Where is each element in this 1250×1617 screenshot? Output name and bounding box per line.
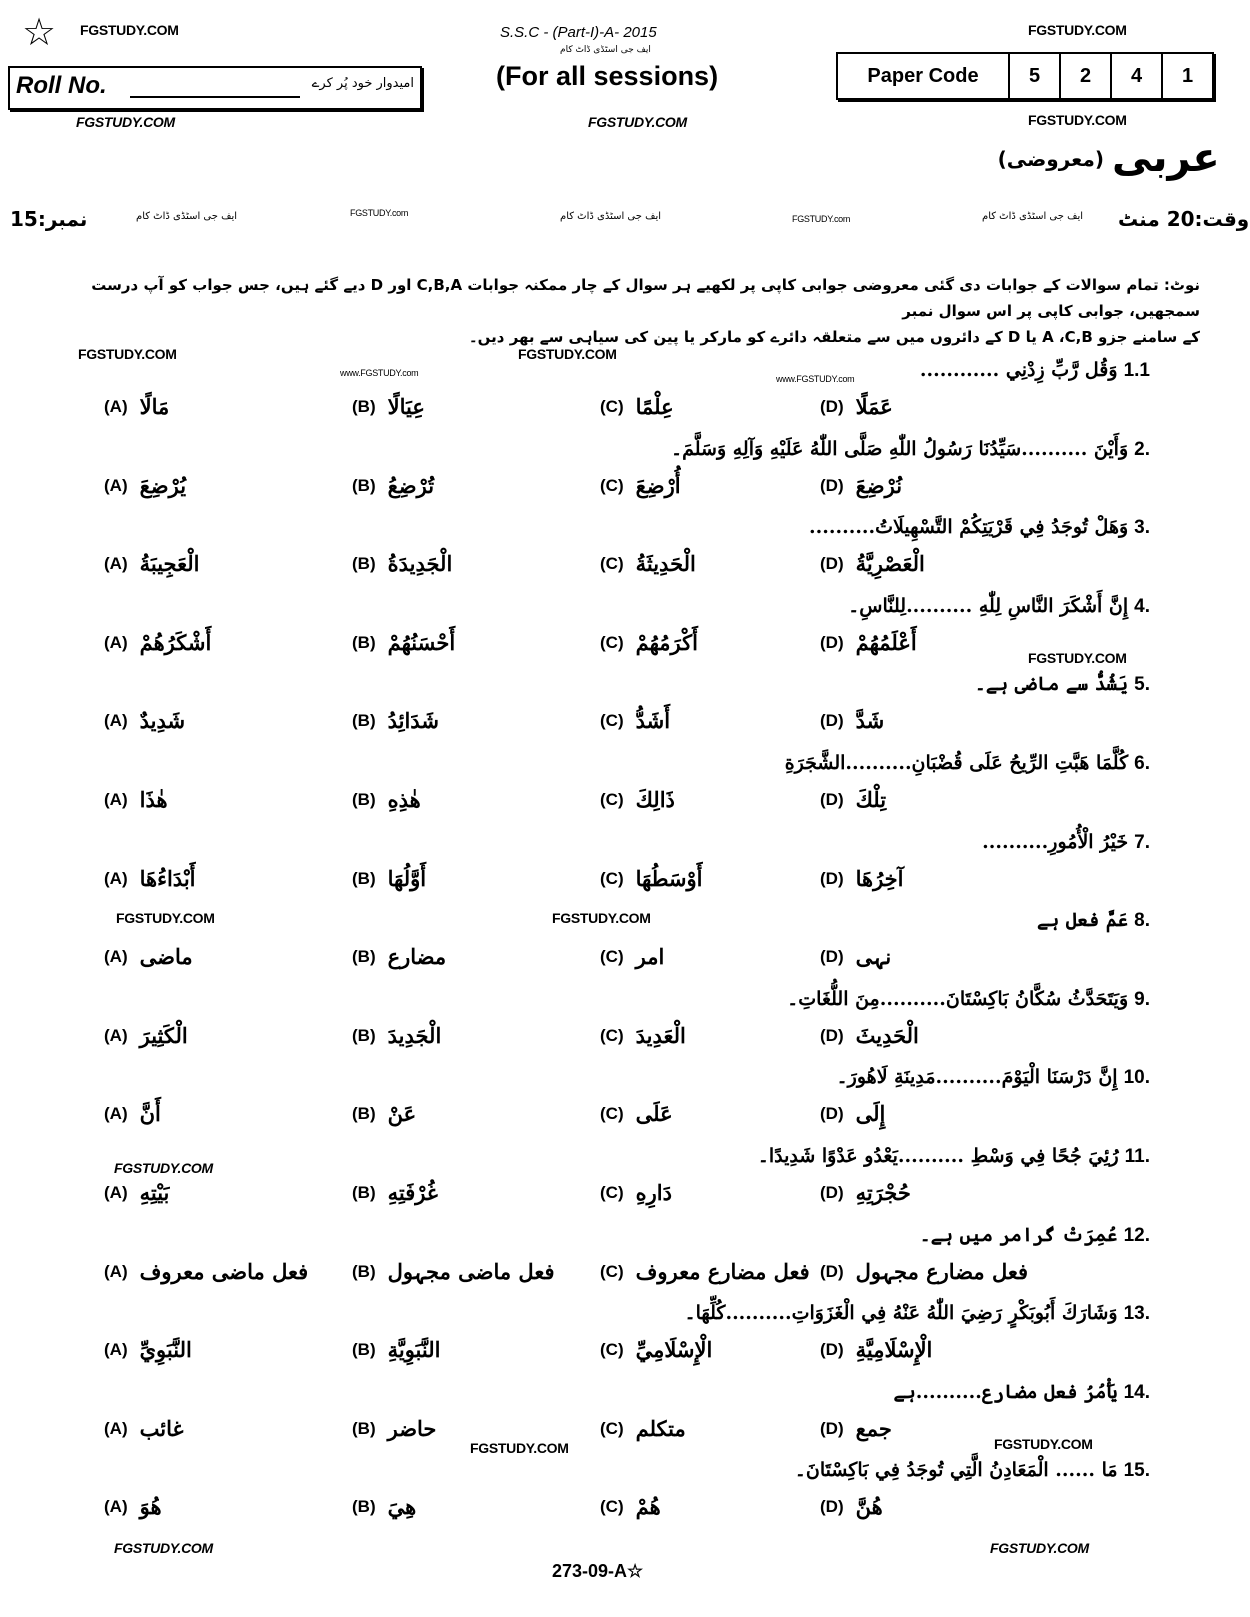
question-number: 14. xyxy=(1123,1381,1150,1403)
option-label: (B) xyxy=(352,1418,376,1438)
option-text: الْكَثِيرَ xyxy=(139,1022,188,1048)
option-label: (C) xyxy=(600,790,624,809)
option-b[interactable] xyxy=(352,785,421,815)
question-text xyxy=(848,592,1150,621)
option-d[interactable] xyxy=(820,1099,885,1129)
roll-number-field[interactable] xyxy=(130,96,300,98)
option-b[interactable] xyxy=(352,1021,441,1051)
option-text: أَوْسَطُهَا xyxy=(635,865,703,891)
option-label: (D) xyxy=(820,1025,844,1045)
option-label: (A) xyxy=(104,868,128,888)
option-d[interactable] xyxy=(820,392,893,422)
total-marks: نمبر:15 xyxy=(10,207,88,231)
footer-paper-code: 273-09-A☆ xyxy=(552,1561,644,1581)
option-d[interactable] xyxy=(820,1178,911,1208)
question-stem: يَأْمُرُ فعل مضارع..........ہے xyxy=(893,1380,1118,1403)
option-a[interactable] xyxy=(104,628,211,658)
option-label: (A) xyxy=(104,711,128,731)
paper-code-digit: 2 xyxy=(1059,54,1110,98)
question-stem: إِنَّ دَرْسَنَا الْيَوْمَ..........مَدِينَةِ لَاهُورَ۔ xyxy=(836,1066,1118,1089)
urdu-watermark: ایف جی اسٹڈی ڈاٹ کام xyxy=(560,211,662,222)
question-stem: وَيَتَحَدَّثُ سُكَّانُ بَاكِسْتَانَ..........مِنَ اللُّغَاتِ۔ xyxy=(787,987,1129,1010)
option-text: فعل مضارع مجہول xyxy=(855,1258,1029,1284)
site-watermark: FGSTUDY.COM xyxy=(76,114,175,130)
option-c[interactable] xyxy=(600,1099,673,1129)
option-text: أَوَّلُهَا xyxy=(387,865,427,891)
option-text: أَشَدُّ xyxy=(635,708,671,734)
site-watermark: FGSTUDY.COM xyxy=(994,1436,1093,1452)
option-label: (D) xyxy=(820,947,844,967)
option-label: (C) xyxy=(600,632,624,652)
option-text: فعل ماضی مجہول xyxy=(387,1258,555,1284)
option-label: (B) xyxy=(352,790,376,809)
option-b[interactable] xyxy=(352,628,455,658)
option-d[interactable] xyxy=(820,471,902,501)
paper-code-digit: 5 xyxy=(1008,54,1059,98)
option-text: أَشْكَرُهُمْ xyxy=(139,629,212,655)
option-label: (C) xyxy=(600,947,624,967)
question-number: 15. xyxy=(1123,1460,1150,1482)
option-text: الْجَدِيدَ xyxy=(387,1022,442,1048)
subject-title: عربی xyxy=(1112,135,1220,181)
option-d[interactable] xyxy=(820,1021,919,1051)
option-text: أَعْلَمُهُمْ xyxy=(855,629,917,655)
option-c[interactable] xyxy=(600,1178,672,1208)
option-a[interactable] xyxy=(104,942,193,972)
roll-number-box xyxy=(8,66,422,110)
option-b[interactable] xyxy=(352,942,446,972)
option-text: أَنَّ xyxy=(139,1101,161,1127)
option-text: هٰذَا xyxy=(139,787,168,812)
option-text: هٰذِهِ xyxy=(387,787,421,812)
site-watermark: FGSTUDY.COM xyxy=(518,346,617,362)
question-text xyxy=(684,1299,1150,1328)
option-label: (B) xyxy=(352,947,376,967)
option-text: مَالًا xyxy=(139,394,170,419)
option-text: النَّبَوِيَّةِ xyxy=(387,1337,441,1363)
option-label: (A) xyxy=(104,632,128,652)
option-text: آخِرُهَا xyxy=(855,865,904,891)
option-text: دَارِهِ xyxy=(635,1180,672,1205)
option-label: (D) xyxy=(820,397,844,416)
option-text: مضارع xyxy=(387,944,447,970)
option-label: (A) xyxy=(104,475,128,495)
question-number: 11. xyxy=(1124,1146,1150,1167)
option-d[interactable] xyxy=(820,549,925,579)
option-label: (D) xyxy=(820,1340,844,1360)
question-stem: وَقُل رَّبِّ زِدْنِي ............ xyxy=(919,359,1118,381)
instructions-line-2: کے سامنے جزو A ،C,B یا D کے دائروں میں سے متعلقہ دائرے کو مارکر یا پین کی سیاہی سے بھر دیں۔ xyxy=(468,328,1200,346)
option-text: يُرْضِعَ xyxy=(139,472,187,498)
option-label: (B) xyxy=(352,1104,376,1124)
option-text: حاضر xyxy=(387,1415,437,1441)
option-label: (C) xyxy=(600,1418,624,1438)
question-number: 12. xyxy=(1123,1224,1150,1246)
option-label: (B) xyxy=(352,868,376,888)
site-watermark: FGSTUDY.COM xyxy=(116,910,215,926)
option-c[interactable] xyxy=(600,864,703,894)
option-a[interactable] xyxy=(104,549,199,579)
option-a[interactable] xyxy=(104,706,185,736)
option-text: هُنَّ xyxy=(855,1494,883,1520)
site-watermark: FGSTUDY.COM xyxy=(1028,22,1127,38)
option-label: (D) xyxy=(820,1183,844,1202)
site-watermark: FGSTUDY.com xyxy=(792,214,851,224)
question-text xyxy=(787,985,1150,1014)
exam-urdu-site: ایف جی اسٹڈی ڈاٹ کام xyxy=(560,45,651,55)
question-number: 3. xyxy=(1134,517,1150,539)
urdu-watermark: ایف جی اسٹڈی ڈاٹ کام xyxy=(982,211,1084,222)
option-label: (B) xyxy=(352,397,376,416)
time-allowed: وقت:20 منٹ xyxy=(1118,207,1250,231)
option-d[interactable] xyxy=(820,1257,1028,1287)
question-number: 7. xyxy=(1134,831,1150,853)
question-stem: مَا ...... الْمَعَادِنُ الَّتِي تُوجَدُ فِي بَاكِسْتَانَ۔ xyxy=(794,1459,1118,1482)
question-number: 1.1 xyxy=(1123,360,1150,381)
question-text xyxy=(1037,906,1150,935)
option-label: (B) xyxy=(352,632,376,652)
sessions-label: (For all sessions) xyxy=(496,61,719,91)
option-text: أَبْدَاءُهَا xyxy=(139,865,196,891)
question-stem: إِنَّ أَشْكَرَ النَّاسِ لِلّٰهِ ..........لِلنَّاسِ۔ xyxy=(848,594,1129,617)
option-a[interactable] xyxy=(104,1178,169,1208)
paper-code-digit: 1 xyxy=(1161,54,1212,98)
option-label: (B) xyxy=(352,475,376,495)
option-label: (C) xyxy=(600,1497,624,1517)
option-text: إِلَى xyxy=(855,1101,886,1127)
option-text: الْإِسْلَامِيِّ xyxy=(635,1337,713,1363)
option-text: امر xyxy=(635,944,665,970)
site-watermark: FGSTUDY.COM xyxy=(114,1540,213,1556)
option-a[interactable] xyxy=(104,1335,192,1365)
question-text xyxy=(809,513,1150,542)
option-text: الْعَصْرِيَّةُ xyxy=(855,551,925,577)
question-text xyxy=(982,828,1150,857)
subject-type: (معروضی) xyxy=(997,147,1104,171)
option-label: (D) xyxy=(820,1104,844,1124)
question-number: 5. xyxy=(1134,674,1150,696)
option-c[interactable] xyxy=(600,392,674,422)
option-text: الْحَدِيثَةُ xyxy=(635,551,696,577)
urdu-watermark: ایف جی اسٹڈی ڈاٹ کام xyxy=(136,211,238,222)
question-number: 13. xyxy=(1123,1303,1150,1325)
site-watermark: FGSTUDY.COM xyxy=(78,346,177,362)
option-a[interactable] xyxy=(104,1257,308,1287)
option-label: (A) xyxy=(104,1340,128,1360)
option-text: الْحَدِيثَ xyxy=(855,1022,919,1048)
paper-code-box xyxy=(836,52,1214,100)
option-d[interactable] xyxy=(820,1492,883,1522)
option-label: (D) xyxy=(820,1418,844,1438)
site-watermark: FGSTUDY.COM xyxy=(1028,650,1127,666)
option-c[interactable] xyxy=(600,1257,810,1287)
option-label: (C) xyxy=(600,1183,624,1202)
option-label: (B) xyxy=(352,1183,376,1202)
option-text: هُمْ xyxy=(635,1494,661,1520)
option-label: (D) xyxy=(820,632,844,652)
option-label: (D) xyxy=(820,1261,844,1281)
question-stem: عَمَّ فعل ہے xyxy=(1036,909,1129,932)
star-icon: ☆ xyxy=(22,12,57,54)
site-watermark: www.FGSTUDY.com xyxy=(776,374,855,384)
option-c[interactable] xyxy=(600,942,664,972)
option-text: حُجْرَتِهِ xyxy=(855,1180,911,1205)
option-label: (C) xyxy=(600,554,624,574)
option-b[interactable] xyxy=(352,1178,438,1208)
option-c[interactable] xyxy=(600,1492,661,1522)
question-number: 4. xyxy=(1134,595,1150,617)
option-c[interactable] xyxy=(600,785,675,815)
option-b[interactable] xyxy=(352,864,426,894)
roll-label: Roll No. xyxy=(16,72,107,99)
option-a[interactable] xyxy=(104,1021,188,1051)
option-label: (A) xyxy=(104,1497,128,1517)
option-a[interactable] xyxy=(104,864,196,894)
option-c[interactable] xyxy=(600,471,681,501)
instructions xyxy=(80,272,1200,350)
instructions-line-1: نوٹ: تمام سوالات کے جوابات دی گئی معروضی جوابی کاپی پر لکھیے ہر سوال کے چار ممکنہ جوابات C,B,A اور D دیے گئے ہیں، جس جواب کو آپ درست سمجھیں، جوابی کاپی پر اس سوال نمبر xyxy=(91,276,1200,320)
option-label: (C) xyxy=(600,1261,624,1281)
option-text: عِيَالًا xyxy=(387,394,425,419)
question-stem: وَهَلْ تُوجَدُ فِي قَرْيَتِكُمْ التَّسْهِيلَاتُ.......... xyxy=(809,516,1129,539)
option-label: (A) xyxy=(104,1104,128,1124)
option-text: أَكْرَمُهُمْ xyxy=(635,629,698,655)
option-text: عَلَى xyxy=(635,1101,673,1127)
paper-code-label: Paper Code xyxy=(867,64,979,87)
option-label: (A) xyxy=(104,947,128,967)
option-label: (B) xyxy=(352,554,376,574)
question-number: 8. xyxy=(1134,910,1150,932)
option-text: الْإِسْلَامِيَّةِ xyxy=(855,1337,933,1363)
option-label: (D) xyxy=(820,1497,844,1517)
option-c[interactable] xyxy=(600,1414,686,1444)
site-watermark: FGSTUDY.com xyxy=(350,208,409,218)
option-text: متکلم xyxy=(635,1415,686,1441)
option-label: (C) xyxy=(600,868,624,888)
site-watermark: FGSTUDY.COM xyxy=(990,1540,1089,1556)
option-b[interactable] xyxy=(352,1257,555,1287)
option-label: (C) xyxy=(600,1104,624,1124)
option-c[interactable] xyxy=(600,628,698,658)
option-b[interactable] xyxy=(352,1099,416,1129)
option-label: (C) xyxy=(600,1025,624,1045)
option-d[interactable] xyxy=(820,785,886,815)
option-text: تِلْكَ xyxy=(855,787,887,812)
option-d[interactable] xyxy=(820,864,904,894)
question-stem: خَيْرُ الْأُمُورِ.......... xyxy=(982,830,1129,853)
option-text: شَدَائِدُ xyxy=(387,708,439,734)
option-c[interactable] xyxy=(600,706,670,736)
option-label: (A) xyxy=(104,1025,128,1045)
option-label: (A) xyxy=(104,1183,128,1202)
site-watermark: FGSTUDY.COM xyxy=(114,1160,213,1176)
option-label: (A) xyxy=(104,397,128,416)
option-label: (C) xyxy=(600,711,624,731)
option-b[interactable] xyxy=(352,392,425,422)
option-label: (A) xyxy=(104,1261,128,1281)
option-text: عَمَلًا xyxy=(855,394,893,419)
question-number: 10. xyxy=(1123,1067,1150,1089)
question-stem: رُئِيَ جُحًا فِي وَسْطِ ..........يَعْدُو عَدْوًا شَدِيدًا۔ xyxy=(757,1145,1119,1167)
option-label: (D) xyxy=(820,475,844,495)
option-b[interactable] xyxy=(352,549,452,579)
question-text xyxy=(758,1142,1150,1171)
option-a[interactable] xyxy=(104,471,186,501)
option-a[interactable] xyxy=(104,785,168,815)
option-text: غُرْفَتِهِ xyxy=(387,1180,438,1205)
option-text: ذَالِكَ xyxy=(635,787,675,812)
question-text xyxy=(920,356,1150,385)
option-label: (B) xyxy=(352,711,376,731)
question-stem: وَشَارَكَ أَبُوبَكْرٍ رَضِيَ اللّٰهُ عَنْهُ فِي الْغَزَوَاتِ..........كُلِّهَا۔ xyxy=(684,1302,1118,1325)
question-text xyxy=(920,1221,1150,1250)
question-number: 9. xyxy=(1134,988,1150,1010)
option-a[interactable] xyxy=(104,1414,183,1444)
option-text: أُرْضِعَ xyxy=(635,472,681,498)
question-text xyxy=(671,435,1150,464)
option-label: (A) xyxy=(104,790,128,809)
option-d[interactable] xyxy=(820,1414,892,1444)
option-d[interactable] xyxy=(820,1335,932,1365)
question-text xyxy=(795,1456,1150,1485)
option-text: نُرْضِعَ xyxy=(855,472,903,498)
option-text: نہی xyxy=(855,944,892,970)
question-number: 2. xyxy=(1134,438,1150,460)
option-text: الْعَدِيدَ xyxy=(635,1022,686,1048)
option-label: (D) xyxy=(820,711,844,731)
option-d[interactable] xyxy=(820,706,884,736)
option-text: شَدَّ xyxy=(855,708,885,734)
option-text: هِيَ xyxy=(387,1494,417,1520)
option-label: (B) xyxy=(352,1340,376,1360)
option-text: فعل ماضی معروف xyxy=(139,1258,309,1284)
option-label: (D) xyxy=(820,868,844,888)
option-text: تُرْضِعُ xyxy=(387,472,435,498)
option-text: النَّبَوِيِّ xyxy=(139,1337,192,1363)
option-text: غائب xyxy=(139,1415,184,1441)
option-label: (C) xyxy=(600,1340,624,1360)
option-text: الْعَجِيبَةُ xyxy=(139,551,200,577)
option-label: (D) xyxy=(820,554,844,574)
site-watermark: FGSTUDY.COM xyxy=(470,1440,569,1456)
option-text: عَنْ xyxy=(387,1101,417,1127)
option-b[interactable] xyxy=(352,1414,436,1444)
site-watermark: FGSTUDY.COM xyxy=(588,114,687,130)
question-stem: عُمِرَتْ گرامر میں ہے۔ xyxy=(919,1223,1118,1246)
question-text xyxy=(975,670,1150,699)
option-d[interactable] xyxy=(820,942,891,972)
question-text xyxy=(785,749,1150,778)
question-stem: وَأَيْنَ ..........سَيِّدُنَا رَسُولُ اللّٰهِ صَلَّى اللّٰهُ عَلَيْهِ وَآلِهِ وَسَلَّمَ۔ xyxy=(670,437,1129,460)
option-c[interactable] xyxy=(600,1021,686,1051)
option-text: بَيْتِهِ xyxy=(139,1180,170,1205)
option-text: ماضی xyxy=(139,944,193,970)
question-number: 6. xyxy=(1134,753,1150,774)
option-a[interactable] xyxy=(104,1099,161,1129)
option-label: (A) xyxy=(104,554,128,574)
option-a[interactable] xyxy=(104,392,169,422)
site-watermark: www.FGSTUDY.com xyxy=(340,368,419,378)
site-watermark: FGSTUDY.COM xyxy=(1028,112,1127,128)
option-label: (D) xyxy=(820,790,844,809)
question-text xyxy=(893,1378,1150,1407)
roll-urdu-note: امیدوار خود پُر کرے xyxy=(311,76,414,91)
option-b[interactable] xyxy=(352,1335,440,1365)
option-a[interactable] xyxy=(104,1492,162,1522)
site-watermark: FGSTUDY.COM xyxy=(552,910,651,926)
option-text: عِلْمًا xyxy=(635,394,674,419)
option-label: (C) xyxy=(600,475,624,495)
option-label: (B) xyxy=(352,1261,376,1281)
option-c[interactable] xyxy=(600,1335,712,1365)
question-text xyxy=(837,1063,1150,1092)
question-stem: كُلَّمَا هَبَّتِ الرِّيحُ عَلَى قُضْبَانِ..........الشَّجَرَةِ xyxy=(784,752,1129,774)
option-text: شَدِيدٌ xyxy=(139,708,186,734)
option-label: (B) xyxy=(352,1497,376,1517)
option-text: أَحْسَنُهُمْ xyxy=(387,629,456,655)
option-d[interactable] xyxy=(820,628,917,658)
option-label: (C) xyxy=(600,397,624,416)
option-b[interactable] xyxy=(352,471,434,501)
paper-code-digit: 4 xyxy=(1110,54,1161,98)
option-text: جمع xyxy=(855,1415,892,1441)
option-text: هُوَ xyxy=(139,1494,162,1520)
option-text: الْجَدِيدَةُ xyxy=(387,551,453,577)
option-c[interactable] xyxy=(600,549,696,579)
option-b[interactable] xyxy=(352,1492,416,1522)
option-text: فعل مضارع معروف xyxy=(635,1258,810,1284)
option-b[interactable] xyxy=(352,706,439,736)
exam-title: S.S.C - (Part-I)-A- 2015 xyxy=(500,24,657,41)
option-label: (A) xyxy=(104,1418,128,1438)
question-stem: يَشُدُّ سے ماضی ہے۔ xyxy=(974,673,1129,696)
site-watermark: FGSTUDY.COM xyxy=(80,22,179,38)
option-label: (B) xyxy=(352,1025,376,1045)
